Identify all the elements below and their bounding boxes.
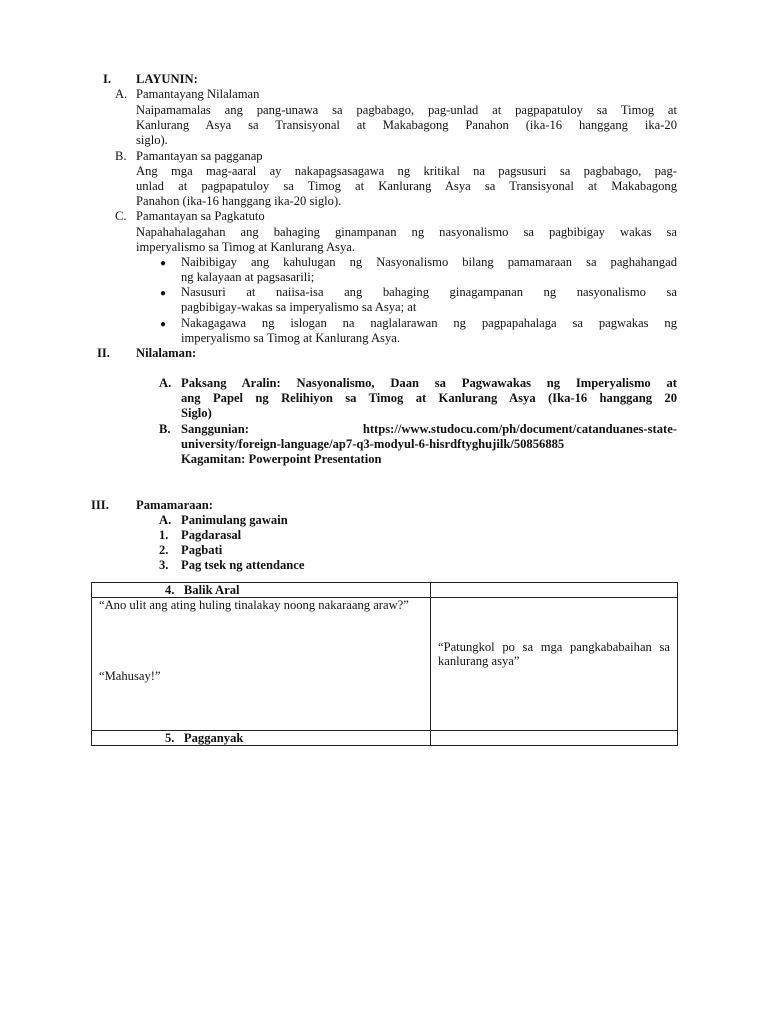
section-1-title: LAYUNIN:	[136, 72, 198, 86]
teacher-praise: “Mahusay!”	[99, 669, 161, 683]
pagganap-line-3: Panahon (ika-16 hanggang ika-20 siglo).	[136, 194, 342, 208]
balik-aral-number: 4.	[165, 583, 175, 597]
pagganyak-number: 5.	[165, 731, 175, 745]
pagganyak-title: Pagganyak	[183, 731, 244, 745]
sanggunian-url-part-1: https://www.studocu.com/ph/document/catanduanes-state-	[362, 422, 677, 436]
student-answer: “Patungkol po sa mga pangkababaihan sa kanlurang asya”	[438, 640, 670, 668]
step-number: 1.	[159, 528, 169, 542]
student-cell	[431, 598, 678, 731]
empty-cell	[431, 731, 678, 746]
step-pagdarasal: Pagdarasal	[181, 528, 242, 542]
step-number: 3.	[159, 558, 169, 572]
objective-3-line-1: Nakagagawa ng islogan na naglalarawan ng pagpapahalaga sa pagwakas ng	[181, 316, 677, 330]
objective-1-line-2: ng kalayaan at pagsasarili;	[181, 270, 315, 284]
paksang-aralin-line-1: Paksang Aralin: Nasyonalismo, Daan sa Pagwawakas ng Imperyalismo at	[181, 376, 677, 390]
table-row	[92, 583, 678, 598]
bullet-icon: ●	[160, 288, 167, 299]
nilalaman-line-2: Kanlurang Asya sa Transisyonal at Makabagong Panahon (ika-16 hanggang ika-20	[136, 118, 677, 132]
item-b-letter: B.	[159, 422, 171, 436]
teacher-cell	[92, 598, 431, 731]
objective-2-line-1: Nasusuri at naiisa-isa ang bahaging ginagampanan ng nasyonalismo sa	[181, 285, 677, 299]
balik-aral-cell	[92, 583, 431, 598]
item-a-letter: A.	[159, 376, 172, 390]
pagkatuto-line-1: Napahahalagahan ang bahaging ginampanan ng nasyonalismo sa pagbibigay wakas sa	[136, 225, 677, 239]
kagamitan-line: Kagamitan: Powerpoint Presentation	[181, 452, 382, 466]
item-a-letter: A.	[159, 513, 172, 527]
lesson-table	[91, 582, 678, 746]
empty-cell	[431, 583, 678, 598]
objective-2-line-2: pagbibigay-wakas sa imperyalismo sa Asya; at	[181, 300, 417, 314]
section-3-numeral: III.	[91, 498, 109, 512]
table-row	[92, 731, 678, 746]
objective-1-line-1: Naibibigay ang kahulugan ng Nasyonalismo bilang pamamaraan sa paghahangad	[181, 255, 677, 269]
pamantayang-nilalaman-heading: Pamantayang Nilalaman	[136, 87, 260, 101]
objective-3-line-2: imperyalismo sa Timog at Kanlurang Asya.	[181, 331, 400, 345]
panimulang-gawain-label: Panimulang gawain	[181, 513, 288, 527]
bullet-icon: ●	[160, 319, 167, 330]
bullet-icon: ●	[160, 258, 167, 269]
nilalaman-line-3: siglo).	[136, 133, 168, 147]
sanggunian-url-part-2: university/foreign-language/ap7-q3-modyul-6-hisrdftyghujilk/50856885	[181, 437, 565, 451]
pamantayan-pagganap-heading: Pamantayan sa pagganap	[136, 149, 263, 163]
sanggunian-label: Sanggunian:	[181, 422, 249, 436]
section-2-numeral: II.	[97, 346, 110, 360]
step-pagbati: Pagbati	[181, 543, 223, 557]
pagganap-line-1: Ang mga mag-aaral ay nakapagsasagawa ng kritikal na pagsusuri sa pagbabago, pag-	[136, 164, 677, 178]
pagganap-line-2: unlad at pagpapatuloy sa Timog at Kanlurang Asya sa Transisyonal at Makabagong	[136, 179, 677, 193]
item-a-letter: A.	[115, 87, 128, 101]
paksang-aralin-line-2: ang Papel ng Relihiyon sa Timog at Kanlurang Asya (Ika-16 hanggang 20	[181, 391, 677, 405]
pamantayan-pagkatuto-heading: Pamantayan sa Pagkatuto	[136, 209, 265, 223]
pagkatuto-line-2: imperyalismo sa Timog at Kanlurang Asya.	[136, 240, 355, 254]
item-b-letter: B.	[115, 149, 127, 163]
section-1-numeral: I.	[103, 72, 112, 86]
paksang-aralin-line-3: Siglo)	[181, 406, 212, 420]
step-number: 2.	[159, 543, 169, 557]
item-c-letter: C.	[115, 209, 127, 223]
teacher-question: “Ano ulit ang ating huling tinalakay noong nakaraang araw?”	[99, 598, 409, 612]
table-row	[92, 598, 678, 731]
section-2-title: Nilalaman:	[136, 346, 197, 360]
section-3-title: Pamamaraan:	[136, 498, 213, 512]
step-attendance: Pag tsek ng attendance	[181, 558, 305, 572]
pagganyak-cell	[92, 731, 431, 746]
nilalaman-line-1: Naipamamalas ang pang-unawa sa pagbabago, pag-unlad at pagpapatuloy sa Timog at	[136, 103, 677, 117]
balik-aral-title: Balik Aral	[183, 583, 240, 597]
